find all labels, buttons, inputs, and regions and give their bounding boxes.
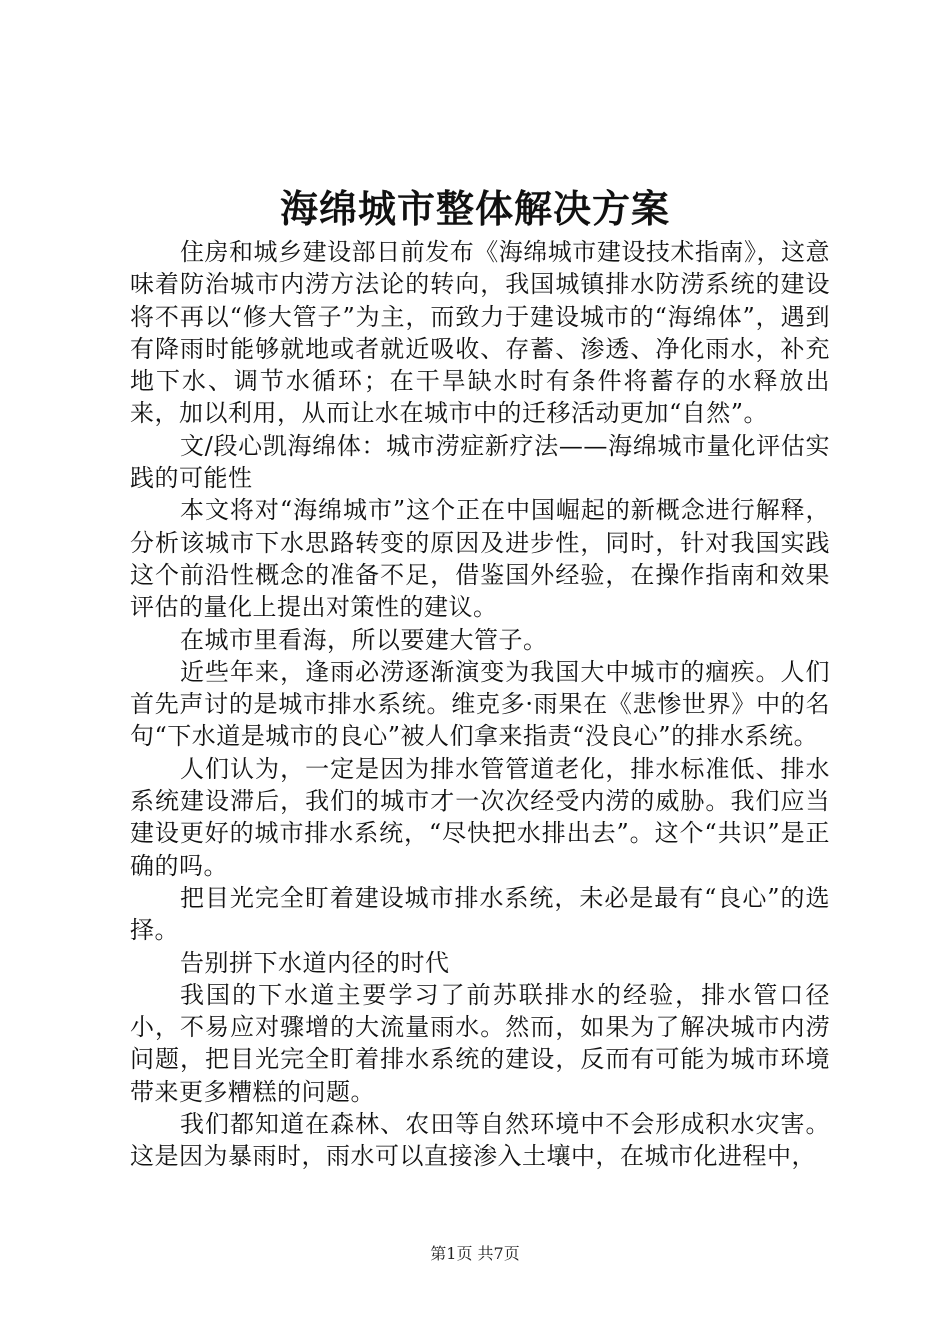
paragraph: 近些年来，逢雨必涝逐渐演变为我国大中城市的痼疾。人们首先声讨的是城市排水系统。维克多·雨果在《悲惨世界》中的名句“下水道是城市的良心”被人们拿来指责“没良心”的排水系统。 — [130, 657, 830, 751]
document-body — [130, 236, 830, 1173]
page-number-footer: 第1页 共7页 — [430, 1244, 520, 1263]
paragraph: 我们都知道在森林、农田等自然环境中不会形成积水灾害。这是因为暴雨时，雨水可以直接渗入土壤中，在城市化进程中， — [130, 1110, 830, 1171]
paragraph: 文/段心凯海绵体：城市涝症新疗法——海绵城市量化评估实践的可能性 — [130, 431, 830, 493]
paragraph: 把目光完全盯着建设城市排水系统，未必是最有“良心”的选择。 — [130, 883, 830, 945]
paragraph: 人们认为，一定是因为排水管管道老化，排水标准低、排水系统建设滞后，我们的城市才一次次经受内涝的威胁。我们应当建设更好的城市排水系统，“尽快把水排出去”。这个“共识”是正确的吗。 — [130, 754, 830, 880]
paragraph: 我国的下水道主要学习了前苏联排水的经验，排水管口径小，不易应对骤增的大流量雨水。然而，如果为了解决城市内涝问题，把目光完全盯着排水系统的建设，反而有可能为城市环境带来更多糟糕的问题。 — [130, 980, 830, 1106]
paragraph: 在城市里看海，所以要建大管子。 — [180, 625, 548, 654]
document-title: 海绵城市整体解决方案 — [279, 186, 670, 231]
section-heading: 告别拼下水道内径的时代 — [180, 948, 450, 977]
paragraph: 住房和城乡建设部日前发布《海绵城市建设技术指南》，这意味着防治城市内涝方法论的转向，我国城镇排水防涝系统的建设将不再以“修大管子”为主，而致力于建设城市的“海绵体”，遇到有降雨时能够就地或者就近吸收、存蓄、渗透、净化雨水，补充地下水、调节水循环；在干旱缺水时有条件将蓄存的水释放出来，加以利用，从而让水在城市中的迁移活动更加“自然”。 — [130, 238, 830, 428]
paragraph: 本文将对“海绵城市”这个正在中国崛起的新概念进行解释，分析该城市下水思路转变的原因及进步性，同时，针对我国实践这个前沿性概念的准备不足，借鉴国外经验，在操作指南和效果评估的量化上提出对策性的建议。 — [130, 496, 830, 622]
